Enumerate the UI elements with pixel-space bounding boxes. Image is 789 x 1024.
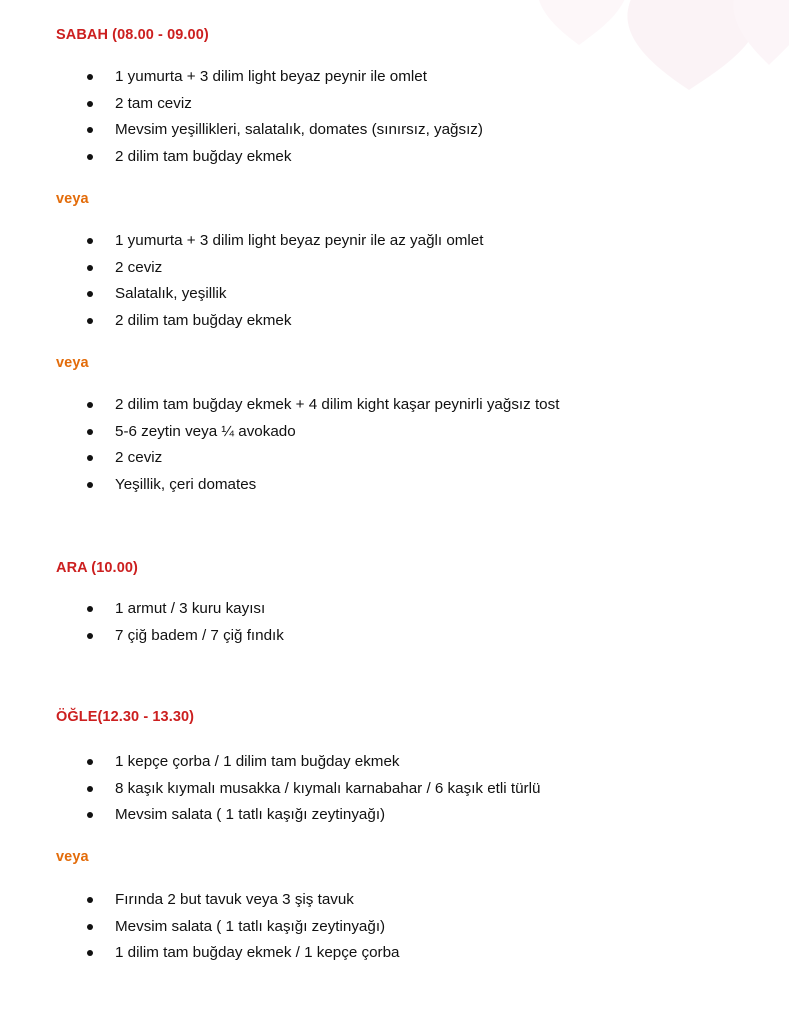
bullet-icon — [87, 238, 93, 244]
bullet-icon — [87, 759, 93, 765]
list-item: 2 ceviz — [0, 448, 760, 475]
lunch-option-2-list — [0, 890, 760, 970]
list-item: 1 yumurta + 3 dilim light beyaz peynir ile omlet — [0, 67, 760, 94]
bullet-icon — [87, 950, 93, 956]
bullet-icon — [87, 606, 93, 612]
list-item: Salatalık, yeşillik — [0, 284, 760, 311]
bullet-icon — [87, 101, 93, 107]
bullet-icon — [87, 154, 93, 160]
list-item: Yeşillik, çeri domates — [0, 475, 760, 502]
alternative-label: veya — [56, 849, 89, 865]
bullet-icon — [87, 455, 93, 461]
bullet-icon — [87, 318, 93, 324]
list-item: Mevsim yeşillikleri, salatalık, domates (sınırsız, yağsız) — [0, 120, 760, 147]
list-item: Mevsim salata ( 1 tatlı kaşığı zeytinyağı) — [0, 805, 760, 832]
breakfast-option-2-list — [0, 231, 760, 337]
list-item: 1 yumurta + 3 dilim light beyaz peynir ile az yağlı omlet — [0, 231, 760, 258]
snack-heading: ARA (10.00) — [56, 560, 138, 576]
snack-list — [0, 599, 760, 652]
list-item: Fırında 2 but tavuk veya 3 şiş tavuk — [0, 890, 760, 917]
list-item: 2 tam ceviz — [0, 94, 760, 121]
list-item: 2 ceviz — [0, 258, 760, 285]
list-item: 2 dilim tam buğday ekmek — [0, 311, 760, 338]
bullet-icon — [87, 812, 93, 818]
lunch-heading: ÖĞLE(12.30 - 13.30) — [56, 709, 195, 725]
bullet-icon — [87, 482, 93, 488]
bullet-icon — [87, 127, 93, 133]
bullet-icon — [87, 291, 93, 297]
bullet-icon — [87, 429, 93, 435]
list-item: 1 kepçe çorba / 1 dilim tam buğday ekmek — [0, 752, 760, 779]
breakfast-option-1-list — [0, 67, 760, 173]
list-item: 2 dilim tam buğday ekmek — [0, 147, 760, 174]
list-item: 2 dilim tam buğday ekmek + 4 dilim kight kaşar peynirli yağsız tost — [0, 395, 760, 422]
bullet-icon — [87, 897, 93, 903]
bullet-icon — [87, 265, 93, 271]
bullet-icon — [87, 402, 93, 408]
list-item: 1 armut / 3 kuru kayısı — [0, 599, 760, 626]
breakfast-option-3-list — [0, 395, 760, 501]
bullet-icon — [87, 924, 93, 930]
alternative-label: veya — [56, 191, 89, 207]
alternative-label: veya — [56, 355, 89, 371]
bullet-icon — [87, 786, 93, 792]
list-item: 8 kaşık kıymalı musakka / kıymalı karnabahar / 6 kaşık etli türlü — [0, 779, 760, 806]
list-item: Mevsim salata ( 1 tatlı kaşığı zeytinyağı) — [0, 917, 760, 944]
list-item: 7 çiğ badem / 7 çiğ fındık — [0, 626, 760, 653]
bullet-icon — [87, 74, 93, 80]
bullet-icon — [87, 633, 93, 639]
list-item: 1 dilim tam buğday ekmek / 1 kepçe çorba — [0, 943, 760, 970]
lunch-option-1-list — [0, 752, 760, 832]
list-item: 5-6 zeytin veya ¼ avokado — [0, 422, 760, 449]
breakfast-heading: SABAH (08.00 - 09.00) — [56, 27, 209, 43]
